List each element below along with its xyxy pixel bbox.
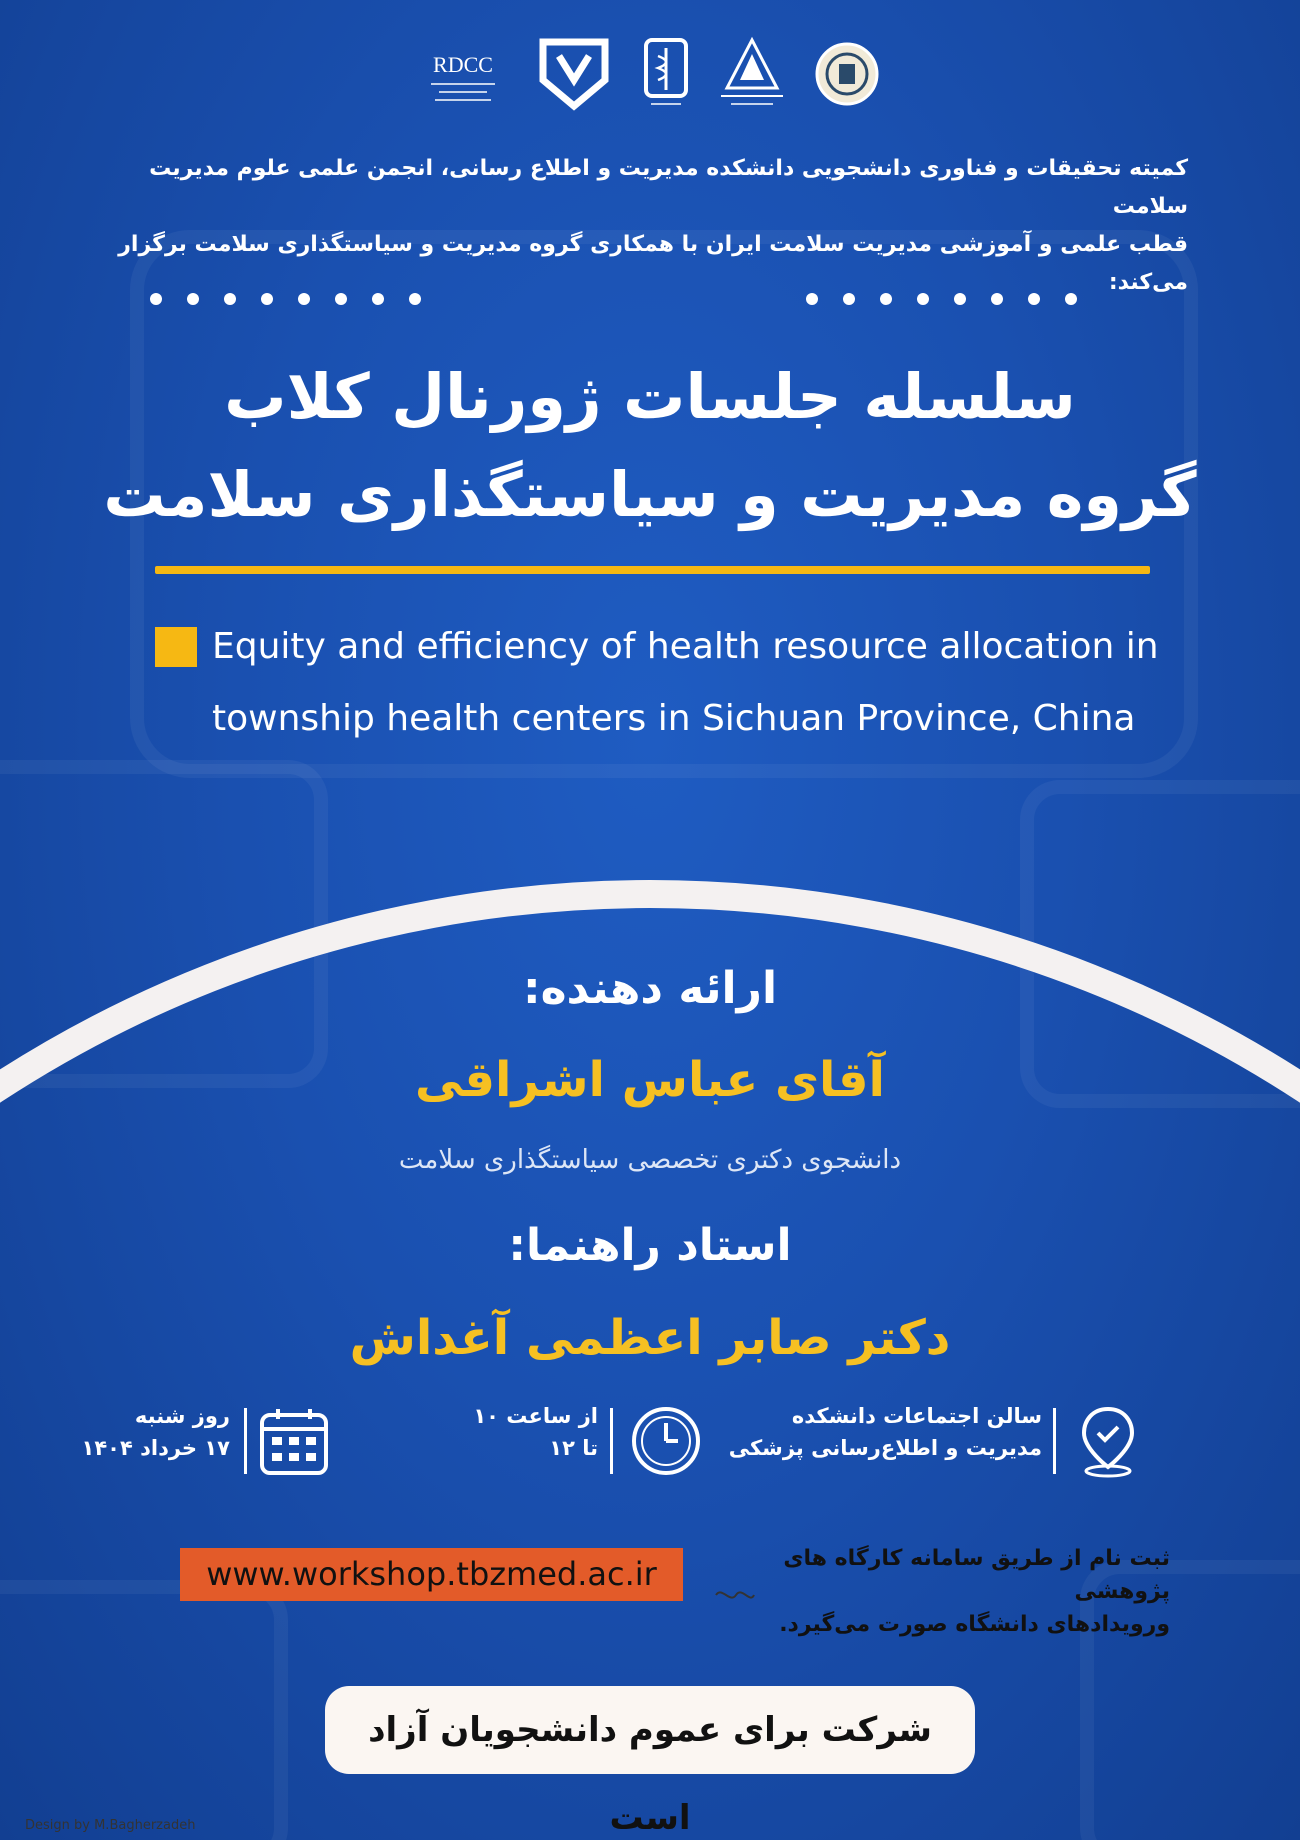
clock-icon bbox=[628, 1403, 704, 1479]
date-line-2: ۱۷ خرداد ۱۴۰۴ bbox=[81, 1436, 230, 1460]
presenter-name: آقای عباس اشراقی bbox=[415, 1052, 885, 1108]
rdcc-logo-text: RDCC bbox=[433, 52, 493, 77]
organizers-intro bbox=[108, 150, 1188, 302]
intro-line-2: قطب علمی و آموزشی مدیریت سلامت ایران با همکاری گروه مدیریت و سیاستگذاری سلامت برگزار می‌کند: bbox=[118, 232, 1188, 295]
registration-line-2: ورویدادهای دانشگاه صورت می‌گیرد. bbox=[779, 1612, 1170, 1637]
title-line-1: سلسله جلسات ژورنال کلاب bbox=[224, 360, 1076, 433]
dots-row-left bbox=[150, 293, 421, 305]
venue-divider bbox=[1053, 1408, 1056, 1474]
tent-emblem-logo bbox=[717, 36, 787, 112]
venue-info bbox=[729, 1400, 1042, 1464]
logo-strip bbox=[0, 36, 1300, 112]
medical-emblem-logo bbox=[641, 36, 691, 112]
registration-text bbox=[700, 1542, 1170, 1641]
time-line-2: تا ۱۲ bbox=[549, 1436, 598, 1460]
date-line-1: روز شنبه bbox=[134, 1404, 230, 1428]
university-seal-logo bbox=[813, 36, 881, 112]
presenter-label: ارائه دهنده: bbox=[522, 963, 778, 1014]
calendar-icon bbox=[256, 1403, 332, 1479]
venue-line-2: مدیریت و اطلاع‌رسانی پزشکی bbox=[728, 1436, 1042, 1460]
link-icon bbox=[712, 1584, 758, 1606]
intro-line-1: کمیته تحقیقات و فناوری دانشجویی دانشکده مدیریت و اطلاع رسانی، انجمن علمی علوم مدیریت سلامت bbox=[149, 156, 1188, 219]
location-pin-icon bbox=[1070, 1403, 1146, 1479]
topic-line-1: Equity and efficiency of health resource allocation in bbox=[212, 626, 1159, 667]
title-underline bbox=[155, 566, 1150, 574]
registration-url-button[interactable]: www.workshop.tbzmed.ac.ir bbox=[180, 1548, 683, 1601]
topic-line-2: township health centers in Sichuan Province, China bbox=[212, 698, 1136, 739]
rdcc-logo bbox=[419, 36, 507, 112]
free-participation-badge: شرکت برای عموم دانشجویان آزاد است bbox=[325, 1686, 975, 1774]
design-credit: Design by M.Bagherzadeh bbox=[25, 1818, 196, 1833]
supervisor-name: دکتر صابر اعظمی آغداش bbox=[349, 1310, 951, 1366]
topic-marker bbox=[155, 627, 197, 667]
faculty-logo bbox=[533, 36, 615, 112]
registration-line-1: ثبت نام از طریق سامانه کارگاه های پژوهشی bbox=[783, 1546, 1170, 1604]
title-line-2: گروه مدیریت و سیاستگذاری سلامت bbox=[103, 458, 1197, 531]
venue-line-1: سالن اجتماعات دانشکده bbox=[791, 1404, 1042, 1428]
supervisor-label: استاد راهنما: bbox=[508, 1220, 792, 1271]
presenter-position: دانشجوی دکتری تخصصی سیاستگذاری سلامت bbox=[398, 1145, 902, 1175]
date-info bbox=[82, 1400, 231, 1464]
date-divider bbox=[244, 1408, 247, 1474]
time-line-1: از ساعت ۱۰ bbox=[473, 1404, 598, 1428]
time-info bbox=[473, 1400, 598, 1464]
time-divider bbox=[610, 1408, 613, 1474]
dots-row-right bbox=[806, 293, 1077, 305]
